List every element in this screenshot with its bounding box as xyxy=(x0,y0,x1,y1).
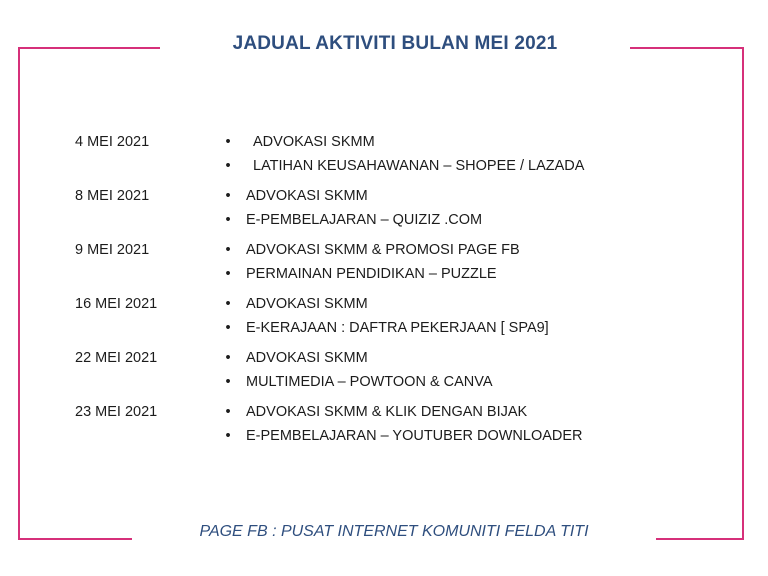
bullet-icon: • xyxy=(225,188,231,204)
activity-text: LATIHAN KEUSAHAWANAN – SHOPEE / LAZADA xyxy=(253,158,585,174)
bullet-icon: • xyxy=(225,266,231,282)
bullet-icon: • xyxy=(225,350,231,366)
activity-text: ADVOKASI SKMM xyxy=(246,350,368,366)
bullet-icon: • xyxy=(225,296,231,312)
activity-text: E-PEMBELAJARAN – QUIZIZ .COM xyxy=(246,212,483,228)
activity-text: ADVOKASI SKMM & PROMOSI PAGE FB xyxy=(246,242,520,258)
entry-date: 22 MEI 2021 xyxy=(75,350,158,366)
activity-text: E-KERAJAAN : DAFTRA PEKERJAAN [ SPA9] xyxy=(246,320,549,336)
bullet-icon: • xyxy=(225,134,231,150)
footer-page-fb: PAGE FB : PUSAT INTERNET KOMUNITI FELDA TITI xyxy=(199,523,589,540)
bullet-icon: • xyxy=(225,242,231,258)
bullet-icon: • xyxy=(225,404,231,420)
activity-text: E-PEMBELAJARAN – YOUTUBER DOWNLOADER xyxy=(246,428,583,444)
bullet-icon: • xyxy=(225,212,231,228)
activity-text: MULTIMEDIA – POWTOON & CANVA xyxy=(246,374,493,390)
activity-text: ADVOKASI SKMM xyxy=(246,188,368,204)
page-title: JADUAL AKTIVITI BULAN MEI 2021 xyxy=(232,33,558,54)
bullet-icon: • xyxy=(225,374,231,390)
entry-date: 8 MEI 2021 xyxy=(75,188,150,204)
activity-text: PERMAINAN PENDIDIKAN – PUZZLE xyxy=(246,266,497,282)
entry-date: 9 MEI 2021 xyxy=(75,242,150,258)
activity-text: ADVOKASI SKMM xyxy=(246,296,368,312)
entry-date: 23 MEI 2021 xyxy=(75,404,158,420)
activity-text: ADVOKASI SKMM & KLIK DENGAN BIJAK xyxy=(246,404,528,420)
entry-date: 16 MEI 2021 xyxy=(75,296,158,312)
bullet-icon: • xyxy=(225,158,231,174)
activity-text: ADVOKASI SKMM xyxy=(253,134,375,150)
entry-date: 4 MEI 2021 xyxy=(75,134,150,150)
bullet-icon: • xyxy=(225,428,231,444)
bullet-icon: • xyxy=(225,320,231,336)
